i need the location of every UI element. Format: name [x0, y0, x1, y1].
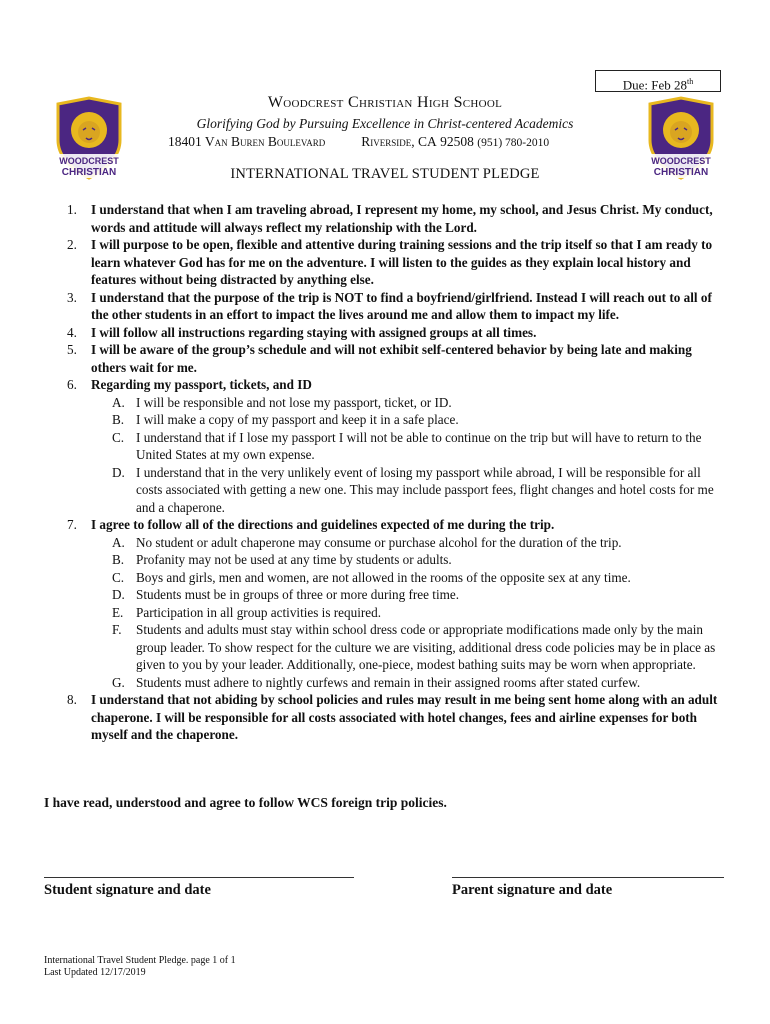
subitem-letter: D. — [112, 587, 125, 602]
pledge-item-6 — [40, 376, 730, 394]
city-state: Riverside, CA — [361, 134, 437, 149]
pledge-item-8 — [40, 691, 730, 744]
pledge-item-7 — [40, 516, 730, 534]
item-text: I understand that when I am traveling abroad, I represent my home, my school, and Jesus Christ. My conduct, words and attitude will always reflect my relationship with the Lord. — [91, 202, 713, 235]
pledge-item-5 — [40, 341, 730, 376]
due-date-suffix: th — [687, 77, 694, 86]
item-text: I agree to follow all of the directions and guidelines expected of me during the trip. — [91, 517, 555, 532]
item-number: 3. — [67, 289, 77, 305]
item-text: I understand that the purpose of the trip is NOT to find a boyfriend/girlfriend. Instead I will reach out to all of the other students in an effort to impact the lives around me and allow them to impact my life. — [91, 289, 712, 322]
item-number: 6. — [67, 377, 77, 392]
item-number: 8. — [67, 692, 77, 707]
pledge-subitem-7g — [40, 674, 730, 692]
pledge-subitem-7c — [40, 569, 730, 587]
pledge-subitem-6b — [40, 411, 730, 429]
logo-top-word: WOODCREST — [59, 156, 119, 166]
subitem-letter: E. — [112, 604, 124, 620]
logo-top-word: WOODCREST — [651, 156, 711, 166]
pledge-item-4 — [40, 324, 730, 342]
subitem-letter: C. — [112, 569, 125, 585]
pledge-subitem-7f — [40, 621, 730, 674]
page-footer — [44, 955, 236, 979]
agreement-statement: I have read, understood and agree to follow WCS foreign trip policies. — [44, 795, 447, 810]
pledge-item-1 — [40, 201, 730, 236]
item-number: 7. — [67, 517, 77, 532]
pledge-subitem-7d — [40, 586, 730, 604]
item-text: Regarding my passport, tickets, and ID — [91, 377, 312, 392]
item-text: I understand that not abiding by school policies and rules may result in me being sent home along with an adult chaperone. I will be responsible for all costs associated with hotel changes, fees and airline expenses for both myself and the chaperone. — [91, 692, 718, 742]
school-name: Woodcrest Christian High School — [267, 94, 503, 111]
due-date-label: Due: Feb 28 — [622, 77, 688, 93]
subitem-letter: C. — [112, 429, 125, 445]
subitem-text: I will make a copy of my passport and keep it in a safe place. — [136, 412, 459, 427]
footer-last-updated: Last Updated 12/17/2019 — [44, 967, 146, 978]
street-address: 18401 Van Buren Boulevard — [168, 134, 326, 149]
subitem-text: I will be responsible and not lose my passport, ticket, or ID. — [136, 394, 452, 410]
subitem-text: I understand that if I lose my passport I will not be able to continue on the trip but will have to return to the United States at my own expense. — [136, 429, 702, 462]
subitem-text: Students and adults must stay within school dress code or appropriate modifications made only by the main group leader. To show respect for the culture we are visiting, additional dress code policies may be in place as given to you by your leader. Additionally, one-piece, modest bathing suits may be worn when appropriate. — [136, 622, 716, 672]
pledge-list — [40, 201, 730, 744]
subitem-letter: B. — [112, 552, 125, 567]
student-signature-line[interactable] — [44, 877, 354, 878]
item-number: 2. — [67, 237, 77, 252]
subitem-letter: B. — [112, 412, 125, 427]
footer-doc-title: International Travel Student Pledge. page 1 of 1 — [44, 955, 236, 966]
item-text: I will purpose to be open, flexible and attentive during training sessions and the trip itself so that I am ready to learn whatever God has for me on the adventure. I will listen to the guides as they explain local history and features without being distracted by anything else. — [91, 237, 713, 287]
due-date-box — [595, 70, 721, 92]
phone-number: (951) 780-2010 — [477, 137, 550, 149]
student-signature-label: Student signature and date — [44, 882, 211, 898]
pledge-subitem-6d — [40, 464, 730, 517]
pledge-subitem-7a — [40, 534, 730, 552]
pledge-subitem-6a — [40, 394, 730, 412]
logo-bottom-word: CHRISTIAN — [61, 167, 117, 178]
zip-code: 92508 — [440, 134, 474, 149]
parent-signature-line[interactable] — [452, 877, 724, 878]
subitem-text: No student or adult chaperone may consume or purchase alcohol for the duration of the trip. — [136, 534, 622, 550]
subitem-text: Profanity may not be used at any time by students or adults. — [136, 552, 452, 567]
logo-bottom-word: CHRISTIAN — [653, 167, 709, 178]
subitem-letter: D. — [112, 464, 125, 480]
item-number: 4. — [67, 324, 77, 340]
school-address — [168, 134, 549, 150]
item-text: I will be aware of the group’s schedule and will not exhibit self-centered behavior by being late and making others wait for me. — [91, 342, 692, 375]
subitem-letter: A. — [112, 534, 125, 550]
school-crest-logo-right — [644, 96, 718, 188]
pledge-item-3 — [40, 289, 730, 324]
item-number: 1. — [67, 202, 77, 217]
subitem-text: I understand that in the very unlikely event of losing my passport while abroad, I will be responsible for all costs associated with getting a new one. This may include passport fees, flight changes and hotel costs for me and a chaperone. — [136, 464, 714, 515]
item-text: I will follow all instructions regarding staying with assigned groups at all times. — [91, 324, 537, 340]
school-crest-logo-left — [52, 96, 126, 188]
subitem-letter: F. — [112, 622, 122, 637]
subitem-text: Students must adhere to nightly curfews and remain in their assigned rooms after stated curfew. — [136, 674, 641, 690]
subitem-text: Participation in all group activities is required. — [136, 604, 382, 620]
pledge-item-2 — [40, 236, 730, 289]
pledge-subitem-7e — [40, 604, 730, 622]
subitem-letter: G. — [112, 674, 125, 690]
subitem-text: Boys and girls, men and women, are not allowed in the rooms of the opposite sex at any time. — [136, 569, 631, 585]
subitem-letter: A. — [112, 394, 125, 410]
parent-signature-label: Parent signature and date — [452, 882, 613, 898]
school-motto: Glorifying God by Pursuing Excellence in Christ-centered Academics — [196, 116, 574, 131]
pledge-subitem-6c — [40, 429, 730, 464]
item-number: 5. — [67, 342, 77, 357]
subitem-text: Students must be in groups of three or more during free time. — [136, 587, 460, 602]
pledge-subitem-7b — [40, 551, 730, 569]
pledge-title: INTERNATIONAL TRAVEL STUDENT PLEDGE — [230, 166, 540, 182]
